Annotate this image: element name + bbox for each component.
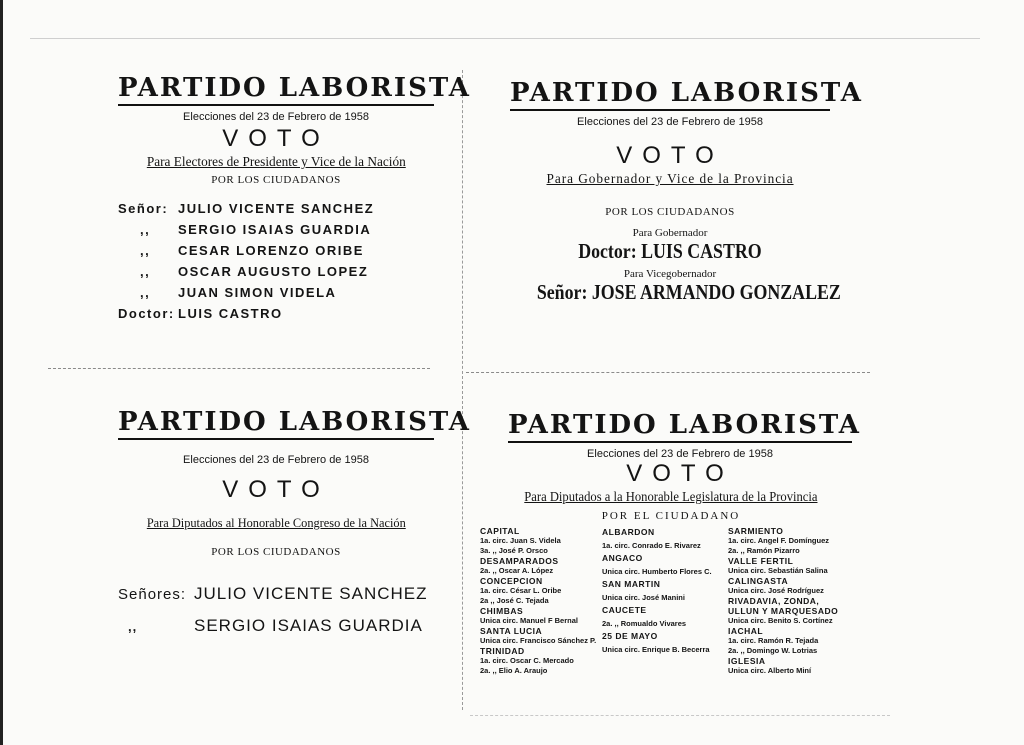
party-rule <box>118 438 434 440</box>
candidate-name: JULIO VICENTE SANCHEZ <box>178 201 375 216</box>
district-name: RIVADAVIA, ZONDA, <box>728 596 820 606</box>
ballot-purpose: Para Diputados al Honorable Congreso de la Nación <box>146 515 406 530</box>
deputy-candidate: 1a. circ. Angel F. Domínguez <box>728 536 829 545</box>
governor-name: Doctor: LUIS CASTRO <box>578 239 762 263</box>
district-name: VALLE FERTIL <box>728 556 794 566</box>
deputy-candidate: 2a. ,, Oscar A. López <box>480 566 554 575</box>
candidate-title: Señor: <box>118 201 169 216</box>
district-name: ULLUN Y MARQUESADO <box>728 606 839 616</box>
vote-heading: VOTO <box>626 460 734 487</box>
candidate-row <box>118 198 434 219</box>
vice-governor-label: Para Vicegobernador <box>623 268 717 280</box>
deputy-candidate: Unica circ. Alberto Miní <box>728 666 812 675</box>
district-column <box>480 526 596 676</box>
candidate-title: ,, <box>140 264 151 279</box>
deputy-candidate: Unica circ. José Manini <box>602 593 685 602</box>
governor-label: Para Gobernador <box>632 227 708 239</box>
citizens-label: POR EL CIUDADANO <box>601 510 741 522</box>
candidate-row <box>118 610 434 642</box>
district-column <box>602 526 712 656</box>
candidate-name: OSCAR AUGUSTO LOPEZ <box>178 264 369 279</box>
deputy-candidate: Unica circ. Humberto Flores C. <box>602 567 712 576</box>
deputy-candidate: Unica circ. Manuel F Bernal <box>480 616 578 625</box>
election-date: Elecciones del 23 de Febrero de 1958 <box>577 116 763 128</box>
district-column <box>728 526 838 676</box>
candidate-row <box>118 578 434 610</box>
deputy-candidate: Unica circ. José Rodríguez <box>728 586 824 595</box>
vice-governor-name: Señor: JOSE ARMANDO GONZALEZ <box>536 280 841 304</box>
ballot-purpose: Para Electores de Presidente y Vice de la Nación <box>146 155 406 170</box>
candidate-name: JUAN SIMON VIDELA <box>178 285 337 300</box>
ballot-provincial-deputies <box>478 410 864 686</box>
district-name: SARMIENTO <box>728 526 784 536</box>
candidate-title: Doctor: <box>118 306 175 321</box>
candidate-name: JULIO VICENTE SANCHEZ <box>194 584 428 603</box>
district-name: SANTA LUCIA <box>480 626 543 636</box>
top-edge-line <box>30 38 980 39</box>
bottom-edge-line <box>470 715 890 716</box>
candidate-name: CESAR LORENZO ORIBE <box>178 243 364 258</box>
district-name: TRINIDAD <box>480 646 525 656</box>
district-name: 25 DE MAYO <box>602 631 658 641</box>
district-name: SAN MARTIN <box>602 579 661 589</box>
candidate-title: ,, <box>140 285 151 300</box>
ballot-governor <box>510 78 863 305</box>
candidate-row <box>118 303 434 324</box>
deputy-candidate: 1a. circ. Juan S. Videla <box>480 536 561 545</box>
district-name: CAUCETE <box>602 605 647 615</box>
candidate-title: ,, <box>140 222 151 237</box>
election-date: Elecciones del 23 de Febrero de 1958 <box>183 454 369 466</box>
candidate-row <box>118 219 434 240</box>
candidate-row <box>118 240 434 261</box>
candidate-name: LUIS CASTRO <box>178 306 283 321</box>
deputy-candidate: 2a. ,, Domingo W. Lotrias <box>728 646 818 655</box>
election-date: Elecciones del 23 de Febrero de 1958 <box>587 448 773 460</box>
party-rule <box>510 109 830 111</box>
deputy-candidate: Unica circ. Enrique B. Becerra <box>602 645 710 654</box>
vote-heading: VOTO <box>222 125 330 152</box>
district-columns <box>478 526 864 686</box>
party-rule <box>508 441 852 443</box>
party-name: PARTIDO LABORISTA <box>118 73 471 103</box>
candidate-list <box>118 198 434 324</box>
deputy-candidate: 1a. circ. Ramón R. Tejada <box>728 636 819 645</box>
deputy-candidate: 1a. circ. César L. Oribe <box>480 586 562 595</box>
vote-heading: VOTO <box>222 476 330 503</box>
district-name: ANGACO <box>602 553 643 563</box>
district-name: DESAMPARADOS <box>480 556 559 566</box>
deputy-candidate: Unica circ. Benito S. Cortínez <box>728 616 833 625</box>
candidate-row <box>118 261 434 282</box>
district-name: IGLESIA <box>728 656 766 666</box>
citizens-label: POR LOS CIUDADANOS <box>605 206 735 218</box>
party-name: PARTIDO LABORISTA <box>118 407 471 437</box>
district-name: CHIMBAS <box>480 606 524 616</box>
citizens-label: POR LOS CIUDADANOS <box>211 174 341 186</box>
deputy-candidate: 3a. ,, José P. Orsco <box>480 546 548 555</box>
deputy-candidate: 1a. circ. Oscar C. Mercado <box>480 656 574 665</box>
deputy-candidate: Unica circ. Sebastián Salina <box>728 566 828 575</box>
candidate-list <box>118 578 434 642</box>
vote-heading: VOTO <box>616 142 724 169</box>
district-name: CONCEPCION <box>480 576 543 586</box>
candidate-title: Señores: <box>118 585 187 603</box>
deputy-candidate: 2a ,, José C. Tejada <box>480 596 549 605</box>
party-rule <box>118 104 434 106</box>
deputy-candidate: 2a. ,, Ramón Pizarro <box>728 546 800 555</box>
candidate-title: ,, <box>128 618 138 634</box>
district-name: CAPITAL <box>480 526 520 536</box>
district-name: CALINGASTA <box>728 576 789 586</box>
vertical-cut-line <box>462 70 463 710</box>
party-name: PARTIDO LABORISTA <box>510 78 863 108</box>
ballot-president-electors <box>118 73 471 324</box>
candidate-name: SERGIO ISAIAS GUARDIA <box>194 616 423 635</box>
election-date: Elecciones del 23 de Febrero de 1958 <box>183 111 369 123</box>
deputy-candidate: 1a. circ. Conrado E. Rivarez <box>602 541 701 550</box>
ballot-purpose: Para Gobernador y Vice de la Provincia <box>546 172 794 187</box>
ballot-national-deputies <box>118 407 471 642</box>
candidate-title: ,, <box>140 243 151 258</box>
deputy-candidate: Unica circ. Francisco Sánchez P. <box>480 636 597 645</box>
party-name: PARTIDO LABORISTA <box>508 410 861 440</box>
deputy-candidate: 2a. ,, Romualdo Vivares <box>602 619 687 628</box>
horizontal-cut-line-left <box>48 368 430 369</box>
ballot-purpose: Para Diputados a la Honorable Legislatura de la Provincia <box>524 490 818 505</box>
citizens-label: POR LOS CIUDADANOS <box>211 546 341 558</box>
district-name: IACHAL <box>728 626 764 636</box>
candidate-row <box>118 282 434 303</box>
horizontal-cut-line-right <box>466 372 870 373</box>
candidate-name: SERGIO ISAIAS GUARDIA <box>178 222 372 237</box>
sheet-edge <box>0 0 3 745</box>
deputy-candidate: 2a. ,, Elio A. Araujo <box>480 666 548 675</box>
district-name: ALBARDON <box>602 527 655 537</box>
